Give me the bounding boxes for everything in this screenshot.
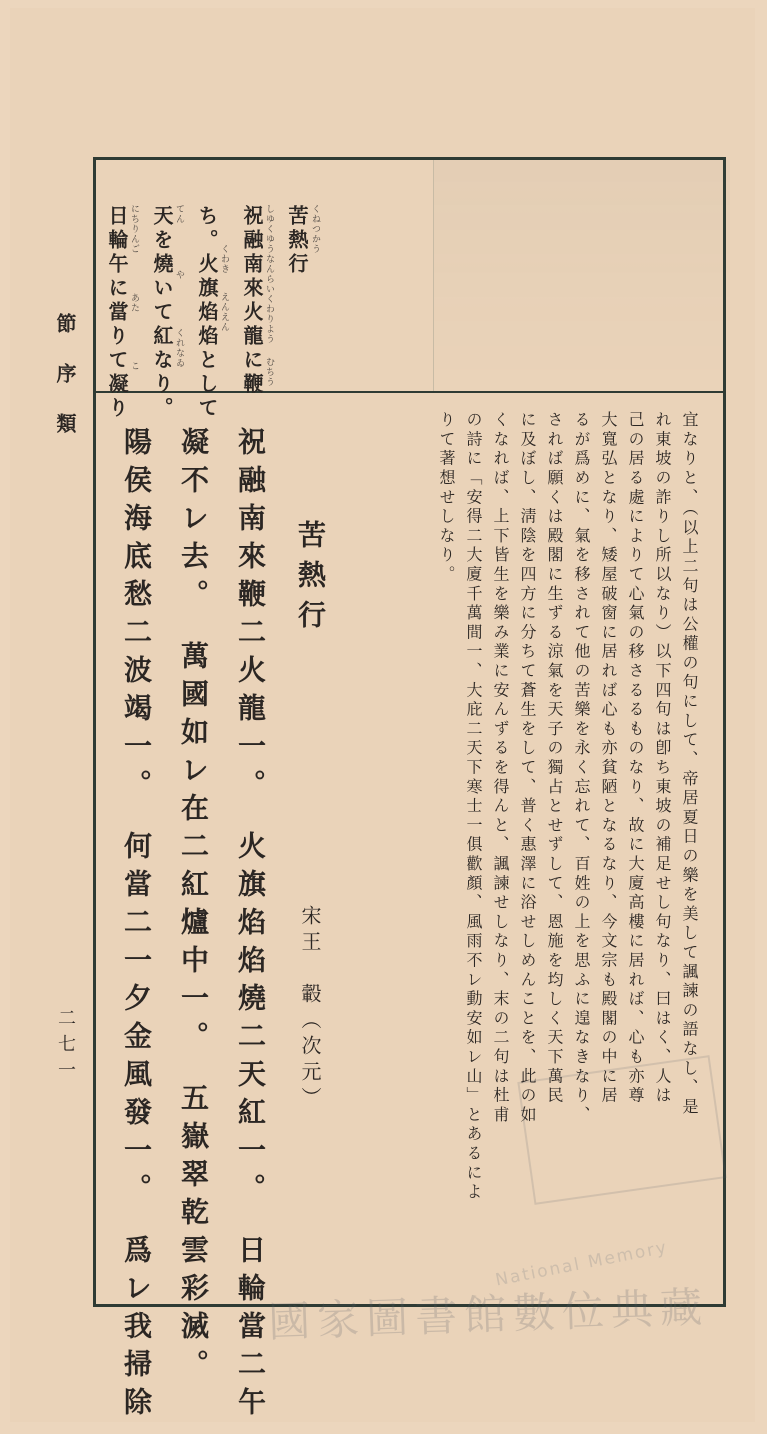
ruby-line-2: ち。火旗焰焰として [195, 205, 219, 421]
ruby-reading-3: くわき [219, 244, 229, 274]
ruby-reading-7: くれなゐ [174, 328, 184, 368]
commentary-line-3: 己の居る處によりて心氣の移さるるものなり、故に大廈高樓に居れば、心も亦尊 [626, 411, 645, 1106]
ruby-reading-4: えんえん [219, 292, 229, 332]
commentary-line-8: くなれば、上下皆生を樂み業に安んずるを得んと、諷諫せしなり、末の二句は杜甫 [491, 411, 510, 1126]
ruby-reading-10: こ [129, 361, 139, 371]
poem-author: 宋王 轂（次元） [298, 905, 322, 1113]
faded-print-area [433, 160, 730, 391]
ruby-reading-2: むちう [264, 357, 274, 387]
page-number: 二七一 [55, 1008, 76, 1086]
commentary-line-2: れ東坡の詐りし所以なり）以下四句は卽ち東坡の補足せし句なり、曰はく、人は [653, 411, 672, 1106]
ruby-reading-9: あた [129, 293, 139, 313]
ruby-title: 苦熱行 [285, 205, 309, 277]
ruby-line-4: 日輪午に當りて凝り [105, 205, 129, 421]
poem-title: 苦熱行 [294, 520, 327, 640]
commentary-line-9: の詩に「安得二大廈千萬間一、大庇二天下寒士一俱歡顏、風雨不レ動安如レ山」とあるによ [464, 411, 483, 1203]
ruby-title-reading: くねつかう [310, 204, 320, 254]
commentary-line-10: りて著想せしなり。 [437, 411, 456, 585]
ruby-line-1: 祝融南來火龍に鞭 [240, 205, 264, 397]
ruby-reading-5: てん [174, 204, 184, 224]
ruby-reading-6: や [174, 270, 184, 280]
watermark-subtitle: National Memory [493, 1237, 670, 1291]
frame-divider [96, 391, 723, 393]
commentary-line-7: に及ぼし、淸陰を四方に分ちて蒼生をして、普く惠澤に浴せしめんことを、此の如 [518, 411, 537, 1126]
poem-line-3: 陽侯海底愁二波竭一。 何當二一夕金風發一。 爲レ我掃除 [120, 427, 153, 1425]
poem-line-2: 凝不レ去。 萬國如レ在二紅爐中一。 五嶽翠乾雲彩滅。 [177, 427, 210, 1387]
ruby-reading-8: にちりんご [129, 204, 139, 254]
ruby-line-3: 天を燒いて紅なり。 [150, 205, 174, 421]
watermark: 國家圖書館數位典藏 [267, 1282, 710, 1347]
commentary-line-5: るが爲めに、氣を移されて他の苦樂を永く忘れて、百姓の上を思ふに遑なきなり、 [572, 411, 591, 1126]
poem-line-1: 祝融南來鞭二火龍一。 火旗焰焰燒二天紅一。 日輪當二午 [234, 427, 267, 1425]
commentary-line-4: 大寬弘となり、矮屋破窗に居れば心も亦貧陋となるなり、今文宗も殿閣の中に居 [599, 411, 618, 1106]
ruby-reading-1: しゆくゆうなんらいくわりよう [264, 204, 274, 344]
commentary-line-6: されば願くは殿閣に生ずる涼氣を天子の獨占とせずして、恩施を均しく天下萬民 [545, 411, 564, 1106]
commentary-line-1: 宜なりと、（以上二句は公權の句にして、帝居夏日の樂を美して諷諫の語なし、是 [680, 411, 699, 1118]
running-head: 節序類 [53, 313, 77, 463]
